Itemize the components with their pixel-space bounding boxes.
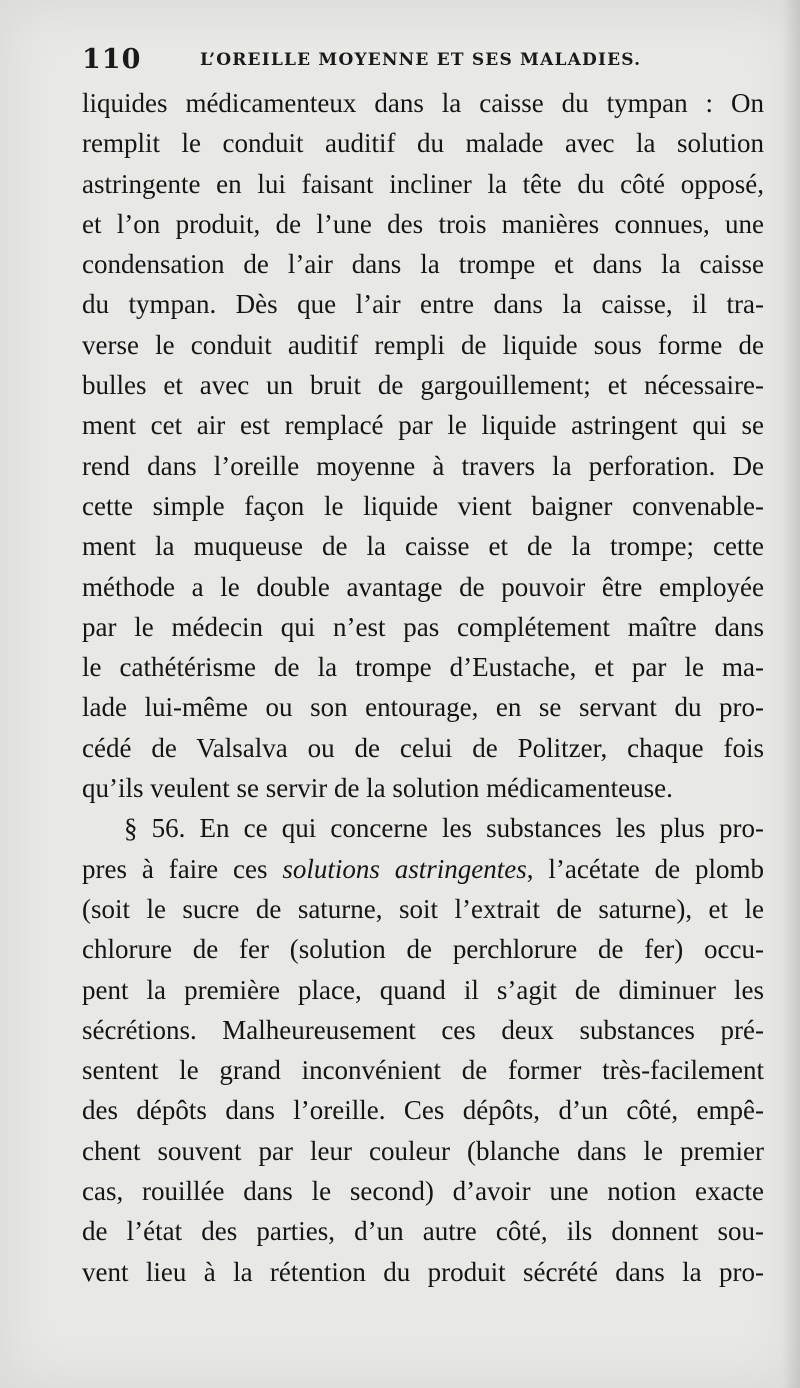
text-line: cas, rouillée dans le second) d’avoir une notion exacte xyxy=(82,1176,764,1207)
text-line: rend dans l’oreille moyenne à travers la perforation. De xyxy=(82,450,764,481)
section-start-line: § 56. En ce qui concerne les substances les plus pro- xyxy=(124,813,764,844)
running-title: L’OREILLE MOYENNE ET SES MALADIES. xyxy=(200,50,642,70)
text-line: ment cet air est remplacé par le liquide astringent qui se xyxy=(82,410,764,441)
text-line: liquides médicamenteux dans la caisse du tympan : On xyxy=(82,88,764,118)
page-header xyxy=(82,44,762,80)
text-line: lade lui-même ou son entourage, en se servant du pro- xyxy=(82,692,764,723)
text-line: sentent le grand inconvénient de former très-facilement xyxy=(82,1055,764,1086)
text-line-with-italic xyxy=(82,849,764,889)
text-line: (soit le sucre de saturne, soit l’extrait de saturne), et le xyxy=(82,893,764,924)
text-line: vent lieu à la rétention du produit sécrété dans la pro- xyxy=(82,1256,764,1287)
text-line: et l’on produit, de l’une des trois manières connues, une xyxy=(82,208,764,239)
text-line: le cathétérisme de la trompe d’Eustache, et par le ma- xyxy=(82,652,764,683)
page-edge-shadow xyxy=(782,0,800,1388)
italic-term: solutions astringentes xyxy=(282,853,527,884)
page-number: 110 xyxy=(82,44,142,75)
body-text xyxy=(82,83,764,1292)
text-line: ment la muqueuse de la caisse et de la trompe; cette xyxy=(82,531,764,562)
text-line: verse le conduit auditif rempli de liquide sous forme de xyxy=(82,329,764,360)
text-line: par le médecin qui n’est pas complétement maître dans xyxy=(82,611,764,642)
text-line: astringente en lui faisant incliner la tête du côté opposé, xyxy=(82,168,764,199)
text-line: pent la première place, quand il s’agit de diminuer les xyxy=(82,974,764,1005)
text-line: du tympan. Dès que l’air entre dans la caisse, il tra- xyxy=(82,289,764,320)
text-line: méthode a le double avantage de pouvoir être employée xyxy=(82,571,764,602)
text-line: chent souvent par leur couleur (blanche dans le premier xyxy=(82,1135,764,1166)
text-line: bulles et avec un bruit de gargouillement; et nécessaire- xyxy=(82,370,764,401)
text-line: remplit le conduit auditif du malade avec la solution xyxy=(82,128,764,159)
text-line: sécrétions. Malheureusement ces deux substances pré- xyxy=(82,1014,764,1045)
text-segment: , l’acétate de plomb xyxy=(526,853,764,884)
text-line: de l’état des parties, d’un autre côté, ils donnent sou- xyxy=(82,1216,764,1247)
text-line: des dépôts dans l’oreille. Ces dépôts, d’un côté, empê- xyxy=(82,1095,764,1126)
text-segment: pres à faire ces xyxy=(82,853,283,884)
text-line: cette simple façon le liquide vient baigner convenable- xyxy=(82,490,764,521)
text-line: cédé de Valsalva ou de celui de Politzer, chaque fois xyxy=(82,732,764,763)
text-line-paragraph-end: qu’ils veulent se servir de la solution médicamenteuse. xyxy=(82,773,673,804)
text-line: chlorure de fer (solution de perchlorure de fer) occu- xyxy=(82,934,764,965)
text-line: condensation de l’air dans la trompe et dans la caisse xyxy=(82,249,764,280)
